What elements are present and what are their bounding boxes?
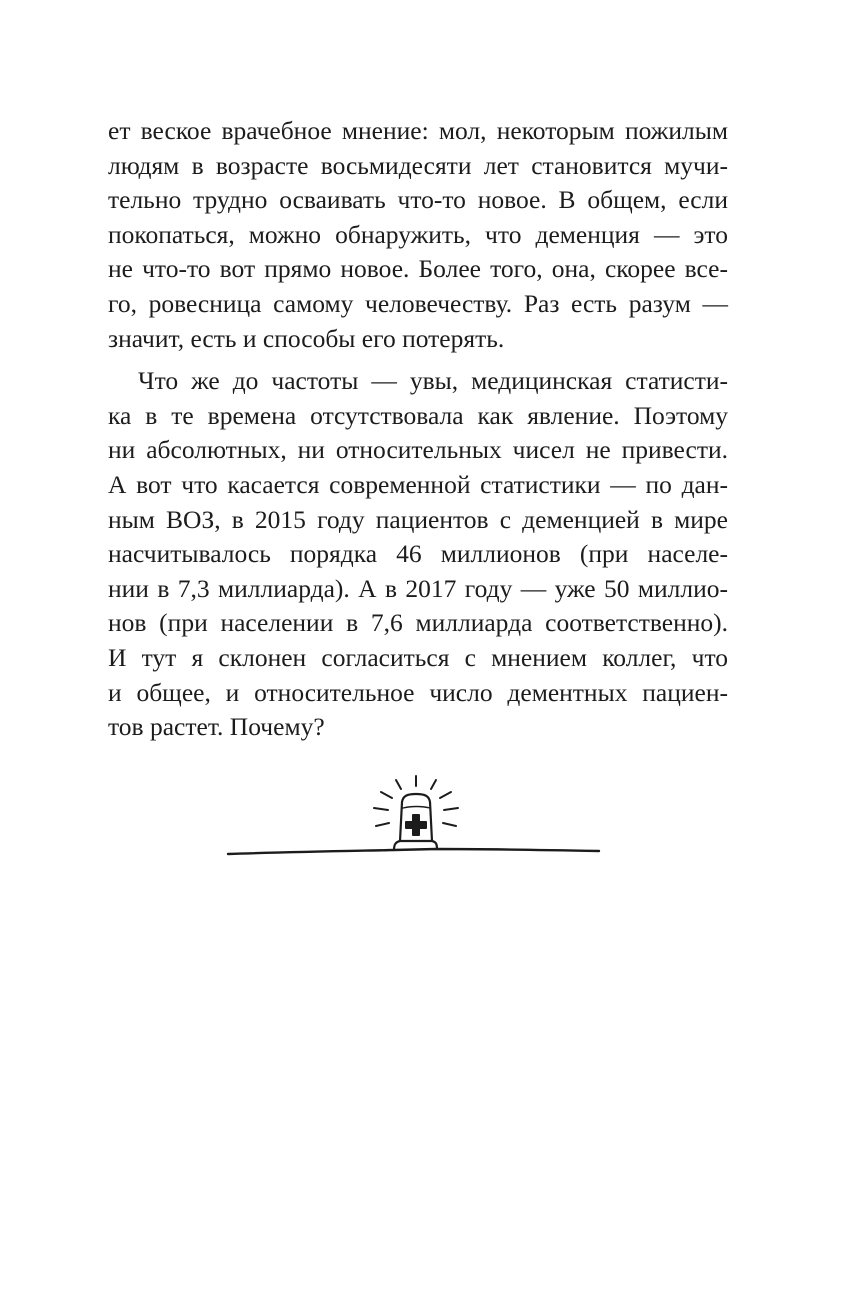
text-line-content: Что же до частоты — увы, медицинская статисти- bbox=[138, 366, 728, 396]
light-ray bbox=[443, 823, 456, 826]
light-ray bbox=[374, 808, 388, 810]
light-ray bbox=[381, 792, 392, 798]
text-line: покопаться, можно обнаружить, что деменция — это bbox=[108, 219, 728, 249]
paragraph-1 bbox=[108, 114, 728, 356]
text-line: людям в возрасте восьмидесяти лет становится мучи- bbox=[108, 150, 728, 180]
text-line: А вот что касается современной статистики — по дан- bbox=[108, 469, 728, 499]
text-line: насчитывалось порядка 46 миллионов (при населе- bbox=[108, 539, 728, 569]
text-line: ни абсолютных, ни относительных чисел не привести. bbox=[108, 435, 728, 465]
text-line: значит, есть и способы его потерять. bbox=[108, 323, 505, 353]
cross-icon bbox=[405, 814, 427, 836]
text-line: И тут я склонен согласиться с мнением коллег, что bbox=[108, 642, 728, 672]
light-ray bbox=[376, 823, 389, 826]
paragraph-2 bbox=[108, 364, 728, 745]
paragraph-gap bbox=[108, 356, 728, 364]
light-ray bbox=[431, 780, 436, 789]
body-text bbox=[108, 114, 728, 745]
text-line: го, ровесница самому человечеству. Раз есть разум — bbox=[108, 288, 728, 318]
text-line: не что-то вот прямо новое. Более того, она, скорее все- bbox=[108, 254, 728, 284]
ground-line bbox=[228, 849, 599, 854]
text-line: тельно трудно осваивать что-то новое. В общем, если bbox=[108, 185, 728, 215]
siren-icon bbox=[226, 772, 602, 862]
text-line: ет веское врачебное мнение: мол, некоторым пожилым bbox=[108, 116, 728, 145]
text-line: нов (при населении в 7,6 миллиарда соответственно). bbox=[108, 608, 728, 638]
text-line: ным ВОЗ, в 2015 году пациентов с деменцией в мире bbox=[108, 504, 728, 534]
text-line-indented bbox=[108, 364, 728, 399]
text-line: нии в 7,3 миллиарда). А в 2017 году — уже 50 миллио- bbox=[108, 573, 728, 603]
light-ray bbox=[396, 780, 401, 789]
text-line: тов растет. Почему? bbox=[108, 712, 325, 742]
text-line: ка в те времена отсутствовала как явление. Поэтому bbox=[108, 400, 728, 430]
light-ray bbox=[444, 808, 458, 810]
light-ray bbox=[440, 792, 451, 798]
text-line: и общее, и относительное число дементных пациен- bbox=[108, 677, 728, 707]
